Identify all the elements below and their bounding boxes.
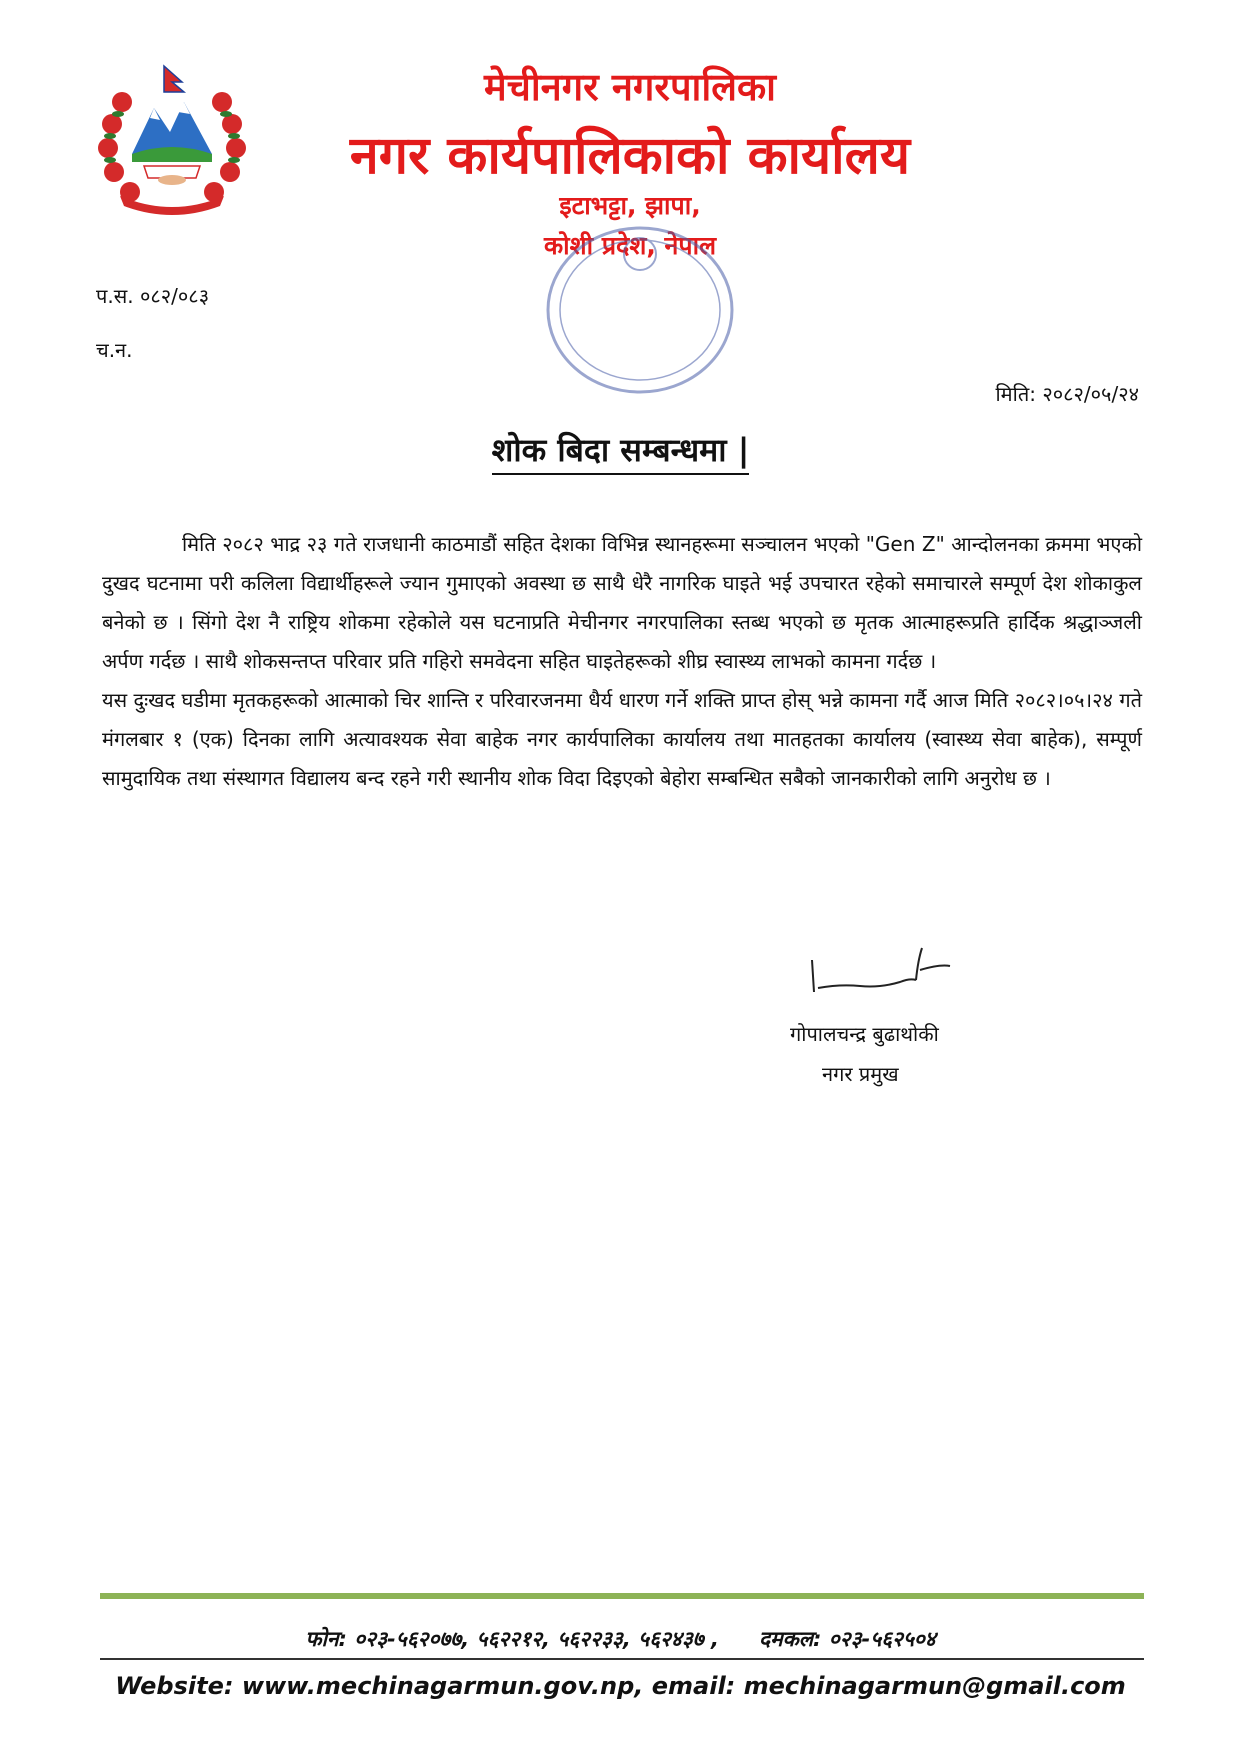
subject-line (0, 428, 1241, 471)
handwritten-signature (800, 940, 980, 1000)
footer-divider-green (100, 1593, 1144, 1599)
body-paragraph-1: मिति २०८२ भाद्र २३ गते राजधानी काठमाडौं सहित देशका विभिन्न स्थानहरूमा सञ्चालन भएको "Gen Z" आन्दोलनका क्रममा भएको दुखद घटनामा परी कलिला विद्यार्थीहरूले ज्यान गुमाएको अवस्था छ साथै धेरै नागरिक घाइते भई उपचारत रहेको समाचारले सम्पूर्ण देश शोकाकुल बनेको छ । सिंगो देश नै राष्ट्रिय शोकमा रहेकोले यस घटनाप्रति मेचीनगर नगरपालिका स्तब्ध भएको छ मृतक आत्माहरूप्रति हार्दिक श्रद्धाञ्जली अर्पण गर्दछ । साथै शोकसन्तप्त परिवार प्रति गहिरो समवेदना सहित घाइतेहरूको शीघ्र स्वास्थ्य लाभको कामना गर्दछ । (102, 532, 1142, 673)
signer-title: नगर प्रमुख (822, 1062, 899, 1086)
address-line-1: इटाभट्टा, झापा, (559, 191, 701, 220)
municipality-name: मेचीनगर नगरपालिका (483, 65, 777, 109)
subject-text: शोक बिदा सम्बन्धमा | (492, 431, 750, 475)
address-line-2: कोशी प्रदेश, नेपाल (543, 231, 717, 260)
office-name: नगर कार्यपालिकाको कार्यालय (349, 126, 911, 186)
phone-numbers: फोन: ०२३-५६२०७७, ५६२२१२, ५६२२३३, ५६२४३७ , (305, 1627, 719, 1651)
official-stamp (540, 220, 740, 400)
footer-contact (0, 1625, 1241, 1653)
website-email: Website: www.mechinagarmun.gov.np, email: mechinagarmun@gmail.com (115, 1672, 1126, 1700)
letter-reference-number: प.स. ०८२/०८३ (96, 284, 210, 308)
footer-divider (100, 1658, 1144, 1660)
body-paragraph-2: यस दुःखद घडीमा मृतकहरूको आत्माको चिर शान्ति र परिवारजनमा धैर्य धारण गर्ने शक्ति प्राप्त होस् भन्ने कामना गर्दै आज मिति २०८२।०५।२४ गते मंगलबार १ (एक) दिनका लागि अत्यावश्यक सेवा बाहेक नगर कार्यपालिका कार्यालय तथा मातहतका कार्यालय (स्वास्थ्य सेवा बाहेक), सम्पूर्ण सामुदायिक तथा संस्थागत विद्यालय बन्द रहने गरी स्थानीय शोक विदा दिइएको बेहोरा सम्बन्धित सबैको जानकारीको लागि अनुरोध छ । (102, 688, 1142, 790)
nepal-emblem-icon (92, 62, 252, 222)
dispatch-number: च.न. (96, 338, 133, 362)
signer-name: गोपालचन्द्र बुढाथोकी (790, 1022, 939, 1046)
letter-body (102, 525, 1142, 798)
fire-brigade-number: दमकल: ०२३-५६२५०४ (758, 1627, 936, 1651)
letter-date: मिति: २०८२/०५/२४ (995, 382, 1139, 406)
